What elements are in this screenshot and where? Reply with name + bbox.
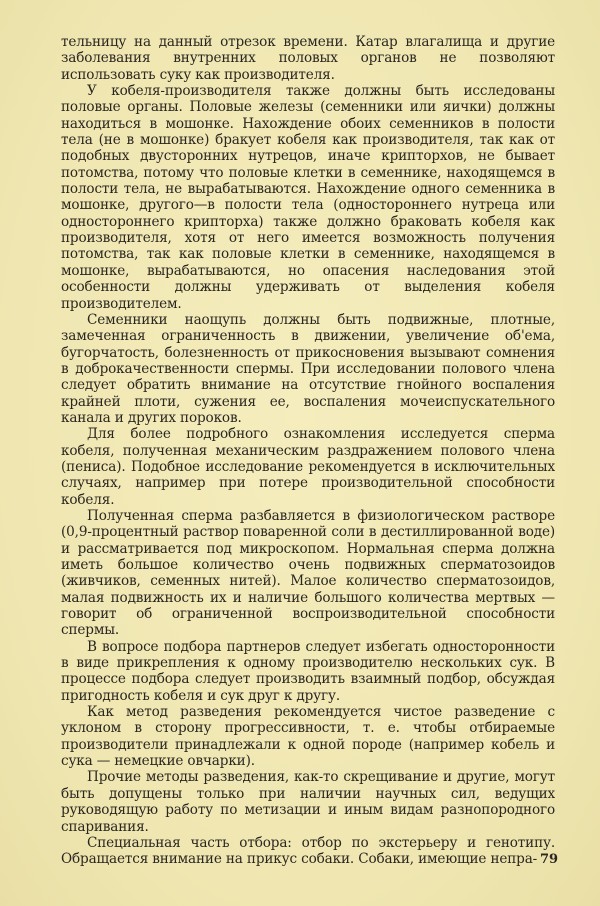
paragraph-special-selection: Специальная часть отбора: отбор по экстерьеру и генотипу. Обращается внимание на прикус собаки. Собаки, имеющие непра- <box>61 834 555 868</box>
paragraph-pure-breeding: Как метод разведения рекомендуется чистое разведение с уклоном в сторону прогрессивности, т. е. чтобы отбираемые производители принадлежали к одной породе (например кобель и сука — немецкие овчарки). <box>61 704 555 770</box>
body-text <box>61 34 555 868</box>
paragraph-sperm-analysis: Полученная сперма разбавляется в физиологическом растворе (0,9-процентный раствор поваренной соли в дестиллированной воде) и рассматривается под микроскопом. Нормальная сперма должна иметь большое количество очень подвижных сперматозоидов (живчиков, семенных нитей). Малое количество сперматозоидов, малая подвижность их и наличие большого количества мертвых — говорит об ограниченной воспроизводительной способности спермы. <box>61 507 555 639</box>
paragraph-partner-selection: В вопросе подбора партнеров следует избегать односторонности в виде прикрепления к одному производителю нескольких сук. В процессе подбора следует производить взаимный подбор, обсуждая пригодность кобеля и сук друг к другу. <box>61 638 555 704</box>
paragraph-sperm-collection: Для более подробного ознакомления исследуется сперма кобеля, полученная механическим раздражением полового члена (пениса). Подобное исследование рекомендуется в исключительных случаях, например при потере производительной способности кобеля. <box>61 426 555 508</box>
paragraph-testes-palpation: Семенники наощупь должны быть подвижные, плотные, замеченная ограниченность в движении, увеличение об'ема, бугорчатость, болезненность от прикосновения вызывают сомнения в доброкачественности спермы. При исследовании полового члена следует обратить внимание на отсутствие гнойного воспаления крайней плоти, сужения ее, воспаления мочеиспускательного канала и других пороков. <box>61 311 555 426</box>
paragraph-other-methods: Прочие методы разведения, как-то скрещивание и другие, могут быть допущены только при наличии научных сил, ведущих руководящую работу по метизации и иным видам разнопородного спаривания. <box>61 769 555 835</box>
page-number: 79 <box>540 852 559 867</box>
paragraph-continuation: тельницу на данный отрезок времени. Катар влагалища и другие заболевания внутренних половых органов не позволяют использовать суку как производителя. <box>61 34 555 83</box>
paragraph-male-genitals: У кобеля-производителя также должны быть исследованы половые органы. Половые железы (семенники или яички) должны находиться в мошонке. Нахождение обоих семенников в полости тела (не в мошонке) бракует кобеля как производителя, так как от подобных двусторонних нутрецов, иначе крипторхов, не бывает потомства, потому что половые клетки в семеннике, находящемся в полости тела, не вырабатываются. Нахождение одного семенника в мошонке, другого—в полости тела (одностороннего нутреца или одностороннего крипторха) также должно браковать кобеля как производителя, хотя от него имеется возможность получения потомства, так как половые клетки в семеннике, находящемся в мошонке, вырабатываются, но опасения наследования этой особенности должны удерживать от выделения кобеля производителем. <box>61 83 555 312</box>
